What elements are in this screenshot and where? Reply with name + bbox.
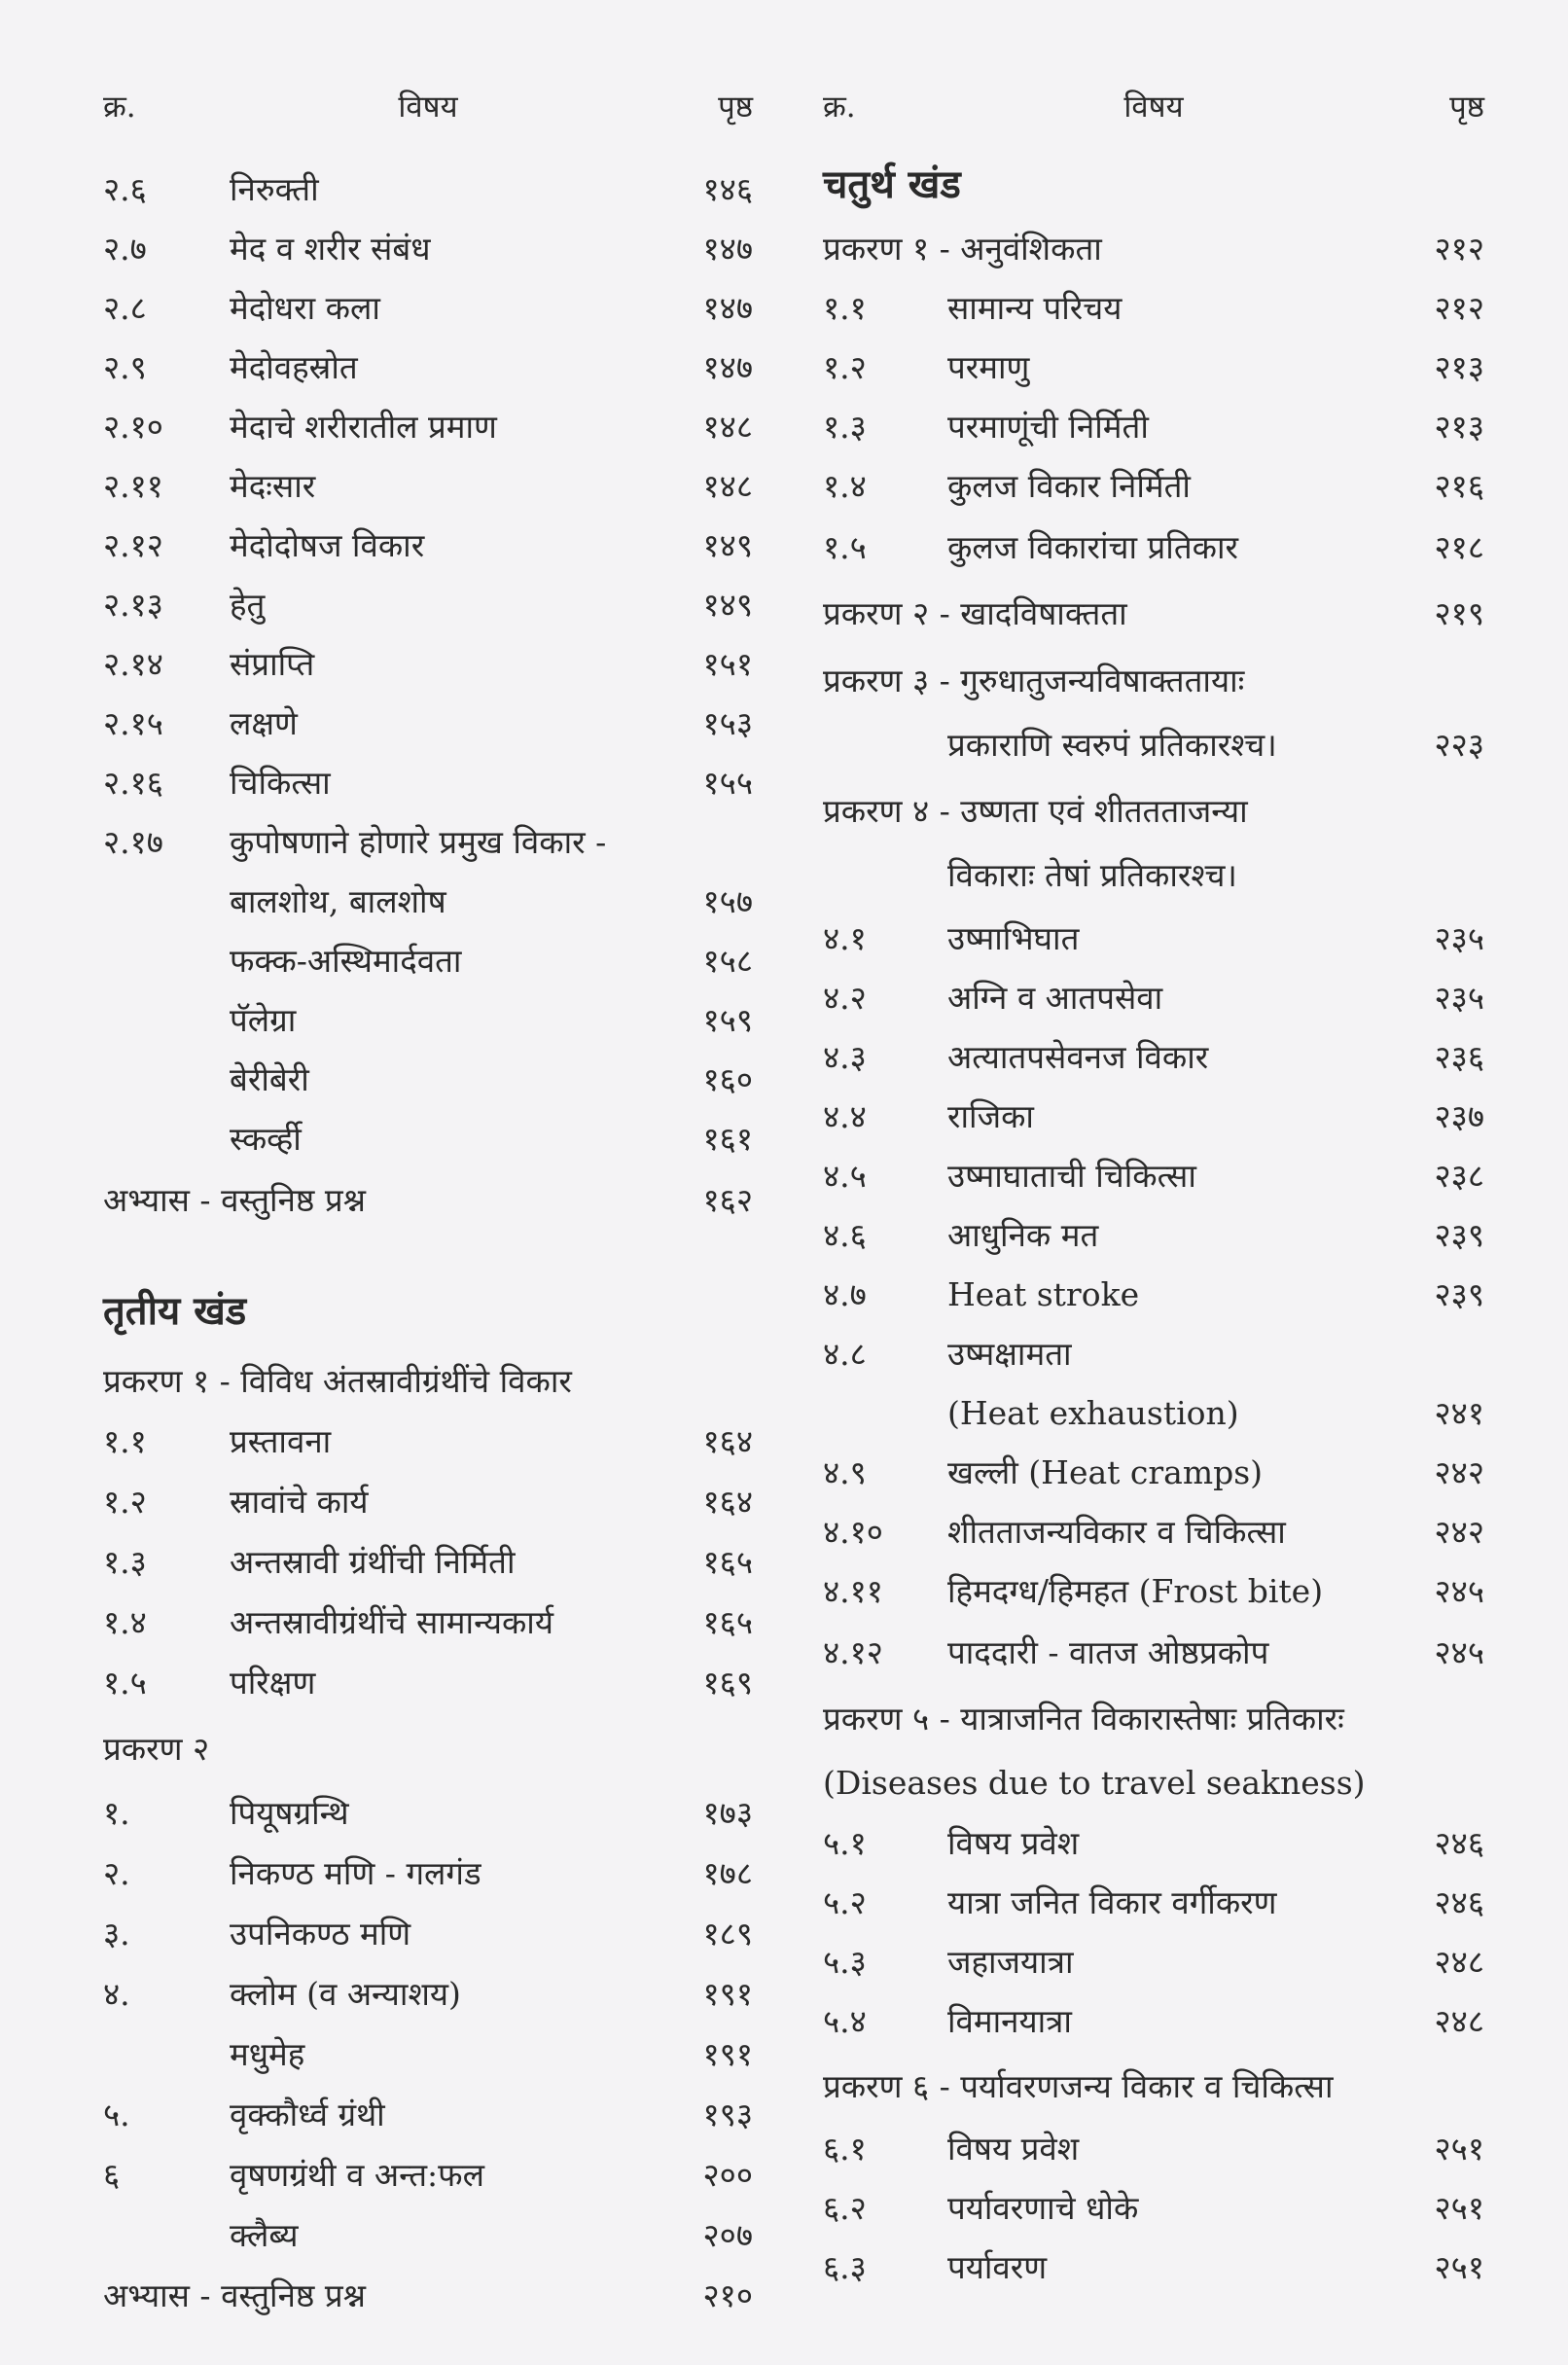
toc-entry-exercise: अभ्यास - वस्तुनिष्ठ प्रश्न १६२ <box>103 1181 753 1219</box>
toc-entry: २.१० मेदाचे शरीरातील प्रमाण १४८ <box>103 408 753 446</box>
toc-entry: पॅलेग्रा १५९ <box>230 1001 753 1039</box>
toc-entry: २.६ निरुक्ती १४६ <box>103 170 753 208</box>
header-subject: विषय <box>1123 90 1184 125</box>
toc-entry: ३. उपनिकण्ठ मणि १८९ <box>103 1915 753 1953</box>
toc-entry: २.१६ चिकित्सा १५५ <box>103 764 753 802</box>
toc-entry: फक्क-अस्थिमार्दवता १५८ <box>230 942 753 980</box>
toc-entry: १.४ अन्तस्रावीग्रंथींचे सामान्यकार्य १६५ <box>103 1603 753 1641</box>
toc-entry: क्लैब्य २०७ <box>230 2216 753 2254</box>
toc-entry: स्कर्व्ही १६१ <box>230 1120 753 1158</box>
column-header <box>103 78 753 136</box>
toc-entry: १.५ कुलज विकारांचा प्रतिकार २१८ <box>823 528 1484 566</box>
toc-entry: ४.९ खल्ली (Heat cramps) २४२ <box>823 1453 1484 1491</box>
toc-entry: ५.१ विषय प्रवेश २४६ <box>823 1824 1484 1862</box>
chapter-heading: प्रकरण १ - विविध अंतस्रावीग्रंथींचे विकार <box>103 1362 572 1400</box>
toc-entry: २.७ मेद व शरीर संबंध १४७ <box>103 230 753 268</box>
chapter-heading: प्रकरण ४ - उष्णता एवं शीततताजन्या <box>823 792 1248 830</box>
toc-entry: १.५ परिक्षण १६९ <box>103 1664 753 1702</box>
toc-entry: ६.१ विषय प्रवेश २५१ <box>823 2130 1484 2168</box>
toc-entry: २.११ मेदःसार १४८ <box>103 467 753 505</box>
toc-entry: २. निकण्ठ मणि - गलगंड १७८ <box>103 1854 753 1892</box>
header-num: क्र. <box>823 90 856 125</box>
toc-entry: ४.१ उष्माभिघात २३५ <box>823 919 1484 957</box>
header-num: क्र. <box>103 90 136 125</box>
toc-entry: ४.१२ पाददारी - वातज ओष्ठप्रकोप २४५ <box>823 1633 1484 1671</box>
toc-entry: ४.१० शीतताजन्यविकार व चिकित्सा २४२ <box>823 1513 1484 1551</box>
chapter-heading-cont: (Diseases due to travel seakness) <box>823 1764 1366 1802</box>
toc-entry: १.२ स्रावांचे कार्य १६४ <box>103 1483 753 1521</box>
header-page: पृष्ठ <box>1449 90 1484 125</box>
toc-entry: ४.६ आधुनिक मत २३९ <box>823 1216 1484 1254</box>
toc-entry: ५.२ यात्रा जनित विकार वर्गीकरण २४६ <box>823 1883 1484 1921</box>
toc-entry: मधुमेह १९१ <box>230 2035 753 2073</box>
chapter-heading-cont: विकाराः तेषां प्रतिकारश्च। <box>947 856 1237 894</box>
header-page: पृष्ठ <box>718 90 753 125</box>
toc-entry: ५. वृक्कौर्ध्व ग्रंथी १९३ <box>103 2096 753 2133</box>
column-header <box>823 78 1484 136</box>
toc-entry: ४.४ राजिका २३७ <box>823 1097 1484 1135</box>
toc-entry: १.१ प्रस्तावना १६४ <box>103 1422 753 1460</box>
toc-entry: १.४ कुलज विकार निर्मिती २१६ <box>823 467 1484 505</box>
toc-entry: बेरीबेरी १६० <box>230 1060 753 1098</box>
toc-entry: ५.३ जहाजयात्रा २४८ <box>823 1943 1484 1981</box>
toc-entry: १.३ अन्तस्रावी ग्रंथींची निर्मिती १६५ <box>103 1543 753 1581</box>
toc-entry: ४. क्लोम (व अन्याशय) १९१ <box>103 1975 753 2013</box>
chapter-heading: प्रकरण ३ - गुरुधातुजन्यविषाक्ततायाः <box>823 662 1245 699</box>
toc-entry: ५.४ विमानयात्रा २४८ <box>823 2002 1484 2040</box>
section-heading: चतुर्थ खंड <box>823 161 961 207</box>
toc-entry: २.१२ मेदोदोषज विकार १४९ <box>103 526 753 564</box>
toc-entry: ६.३ पर्यावरण २५१ <box>823 2248 1484 2286</box>
chapter-heading: प्रकरण १ - अनुवंशिकता २१२ <box>823 230 1484 268</box>
toc-entry: ४.११ हिमदग्ध/हिमहत (Frost bite) २४५ <box>823 1572 1484 1610</box>
toc-entry-exercise: अभ्यास - वस्तुनिष्ठ प्रश्न २१० <box>103 2276 753 2314</box>
toc-entry: ४.२ अग्नि व आतपसेवा २३५ <box>823 979 1484 1017</box>
header-subject: विषय <box>398 90 458 125</box>
toc-entry: ४.५ उष्माघाताची चिकित्सा २३८ <box>823 1157 1484 1195</box>
toc-entry: ४.८ उष्मक्षामता <box>823 1335 1072 1373</box>
chapter-heading: प्रकरण २ <box>103 1730 210 1768</box>
toc-entry: ४.३ अत्यातपसेवनज विकार २३६ <box>823 1038 1484 1076</box>
toc-entry: ६.२ पर्यावरणाचे धोके २५१ <box>823 2189 1484 2227</box>
toc-entry: बालशोथ, बालशोष १५७ <box>230 882 753 920</box>
toc-entry: २.१४ संप्राप्ति १५१ <box>103 645 753 683</box>
toc-entry: ४.७ Heat stroke २३९ <box>823 1275 1484 1313</box>
toc-entry: २.८ मेदोधरा कला १४७ <box>103 289 753 327</box>
toc-entry: १.१ सामान्य परिचय २१२ <box>823 289 1484 327</box>
chapter-heading: प्रकरण ५ - यात्राजनित विकारास्तेषाः प्रतिकारः <box>823 1700 1344 1738</box>
chapter-heading: प्रकरण ६ - पर्यावरणजन्य विकार व चिकित्सा <box>823 2067 1334 2105</box>
chapter-heading-cont: प्रकाराणि स्वरुपं प्रतिकारश्च। २२३ <box>947 726 1484 764</box>
toc-entry: १. पियूषग्रन्थि १७३ <box>103 1794 753 1832</box>
toc-entry: १.३ परमाणूंची निर्मिती २१३ <box>823 408 1484 446</box>
toc-entry: २.९ मेदोवहस्रोत १४७ <box>103 348 753 386</box>
toc-entry: (Heat exhaustion) २४१ <box>947 1394 1484 1432</box>
toc-entry: २.१५ लक्षणे १५३ <box>103 704 753 742</box>
toc-entry: १.२ परमाणु २१३ <box>823 348 1484 386</box>
section-heading: तृतीय खंड <box>103 1288 247 1334</box>
toc-entry: २.१७ कुपोषणाने होणारे प्रमुख विकार - <box>103 823 607 861</box>
toc-entry: २.१३ हेतु १४९ <box>103 586 753 624</box>
chapter-heading: प्रकरण २ - खादविषाक्तता २१९ <box>823 594 1484 632</box>
toc-entry: ६ वृषणग्रंथी व अन्त:फल २०० <box>103 2156 753 2194</box>
